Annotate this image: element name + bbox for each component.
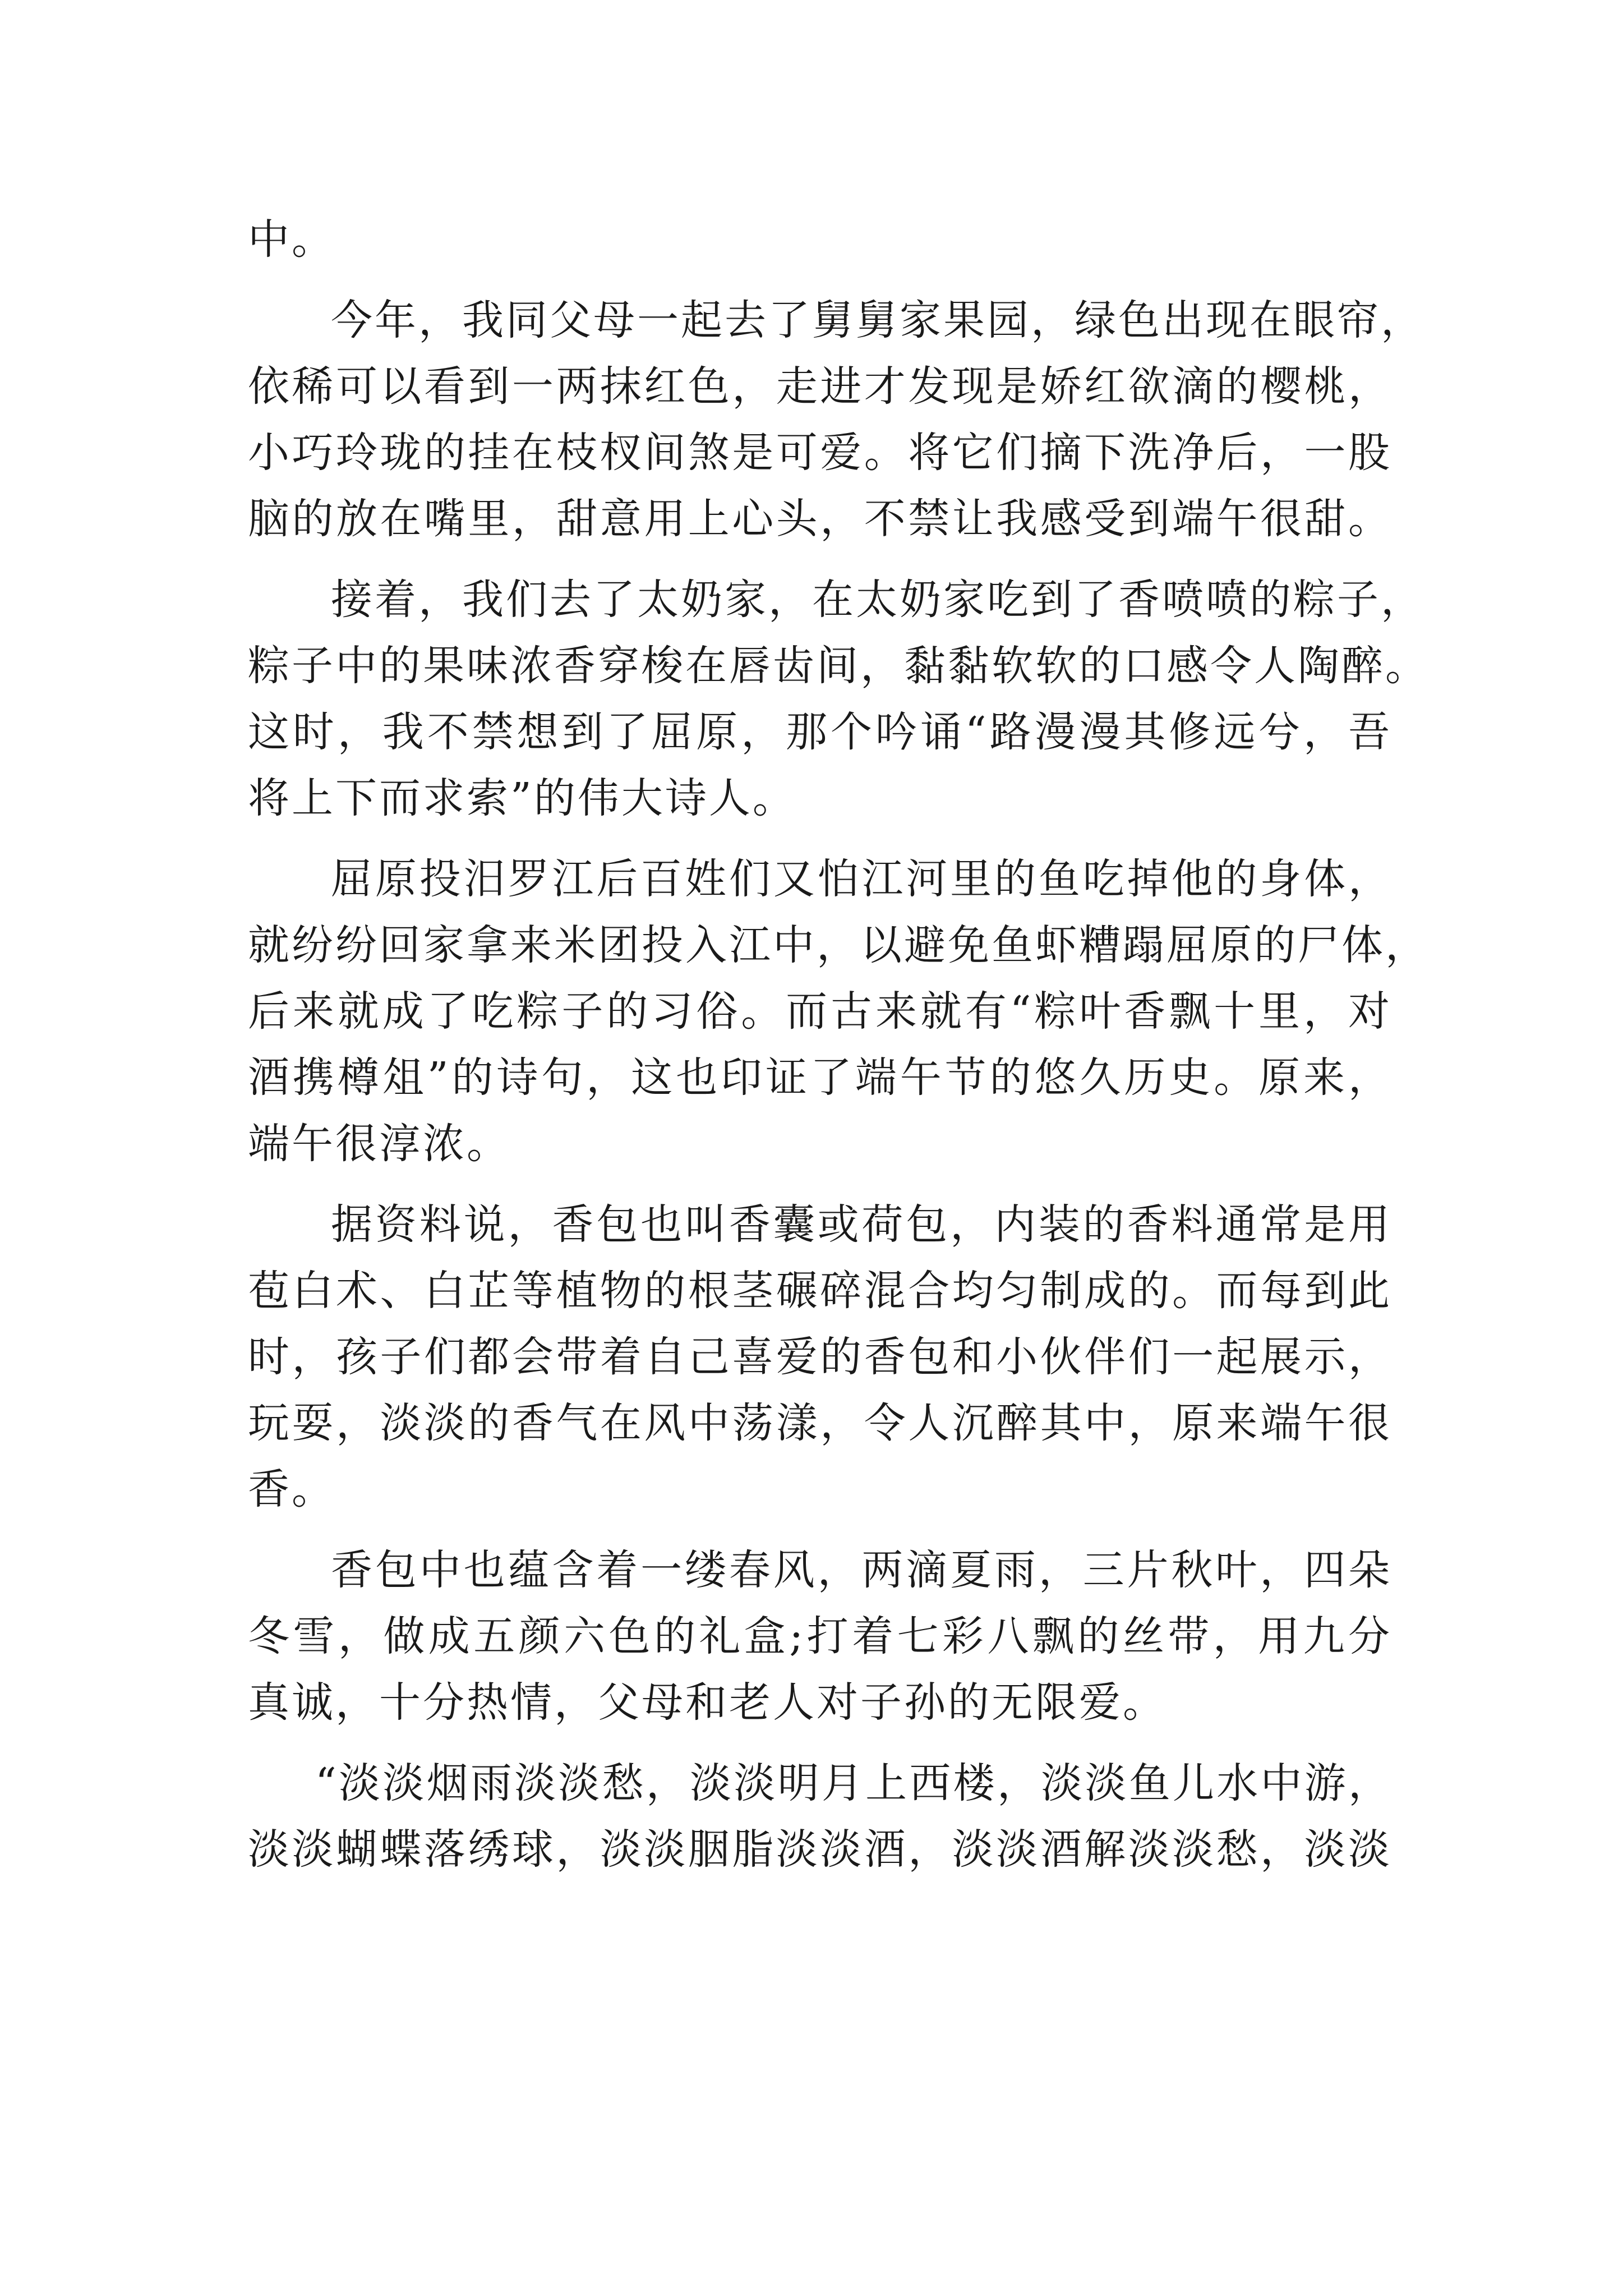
- text-line: 端午很淳浓。: [248, 1120, 510, 1168]
- text-line: 真诚，十分热情，父母和老人对子孙的无限爱。: [248, 1678, 1166, 1727]
- text-line: 时，孩子们都会带着自己喜爱的香包和小伙伴们一起展示，: [248, 1333, 1392, 1381]
- text-line: 中。: [248, 215, 335, 264]
- paragraph-6: [248, 1537, 1392, 1736]
- text-line: 脑的放在嘴里，甜意用上心头，不禁让我感受到端午很甜。: [248, 495, 1392, 543]
- text-line: 酒携樽俎”的诗句，这也印证了端午节的悠久历史。原来，: [248, 1053, 1392, 1102]
- text-line: 香。: [248, 1465, 335, 1513]
- text-line: 据资料说，香包也叫香囊或荷包，内装的香料通常是用: [331, 1200, 1392, 1249]
- text-line: 冬雪，做成五颜六色的礼盒;打着七彩八飘的丝带，用九分: [248, 1612, 1392, 1660]
- text-line: 这时，我不禁想到了屈原，那个吟诵“路漫漫其修远兮，吾: [248, 708, 1392, 756]
- text-line: 淡淡蝴蝶落绣球，淡淡胭脂淡淡酒，淡淡酒解淡淡愁，淡淡: [248, 1825, 1392, 1874]
- text-line: 玩耍，淡淡的香气在风中荡漾，令人沉醉其中，原来端午很: [248, 1399, 1392, 1447]
- text-line: 后来就成了吃粽子的习俗。而古来就有“粽叶香飘十里，对: [248, 987, 1392, 1036]
- text-line: 今年，我同父母一起去了舅舅家果园，绿色出现在眼帘，: [331, 296, 1424, 344]
- text-line: “淡淡烟雨淡淡愁，淡淡明月上西楼，淡淡鱼儿水中游，: [315, 1759, 1392, 1807]
- text-line: 香包中也蕴含着一缕春风，两滴夏雨，三片秋叶，四朵: [331, 1546, 1392, 1594]
- text-line: 粽子中的果味浓香穿梭在唇齿间，黏黏软软的口感令人陶醉。: [248, 642, 1429, 690]
- paragraph-2: [248, 287, 1424, 552]
- text-line: 苞白术、白芷等植物的根茎碾碎混合均匀制成的。而每到此: [248, 1267, 1392, 1315]
- paragraph-1: [248, 206, 1392, 273]
- text-line: 依稀可以看到一两抹红色，走进才发现是娇红欲滴的樱桃，: [248, 362, 1392, 411]
- text-line: 接着，我们去了太奶家，在太奶家吃到了香喷喷的粽子，: [331, 576, 1424, 624]
- text-line: 小巧玲珑的挂在枝杈间煞是可爱。将它们摘下洗净后，一股: [248, 429, 1392, 477]
- paragraph-3: [248, 567, 1429, 831]
- paragraph-5: [248, 1191, 1392, 1522]
- document-body: [248, 206, 1429, 1897]
- paragraph-4: [248, 846, 1429, 1177]
- text-line: 屈原投汨罗江后百姓们又怕江河里的鱼吃掉他的身体，: [331, 855, 1392, 903]
- paragraph-7: [248, 1750, 1392, 1883]
- text-line: 就纷纷回家拿来米团投入江中，以避免鱼虾糟蹋屈原的尸体，: [248, 921, 1429, 969]
- text-line: 将上下而求索”的伟大诗人。: [248, 774, 796, 822]
